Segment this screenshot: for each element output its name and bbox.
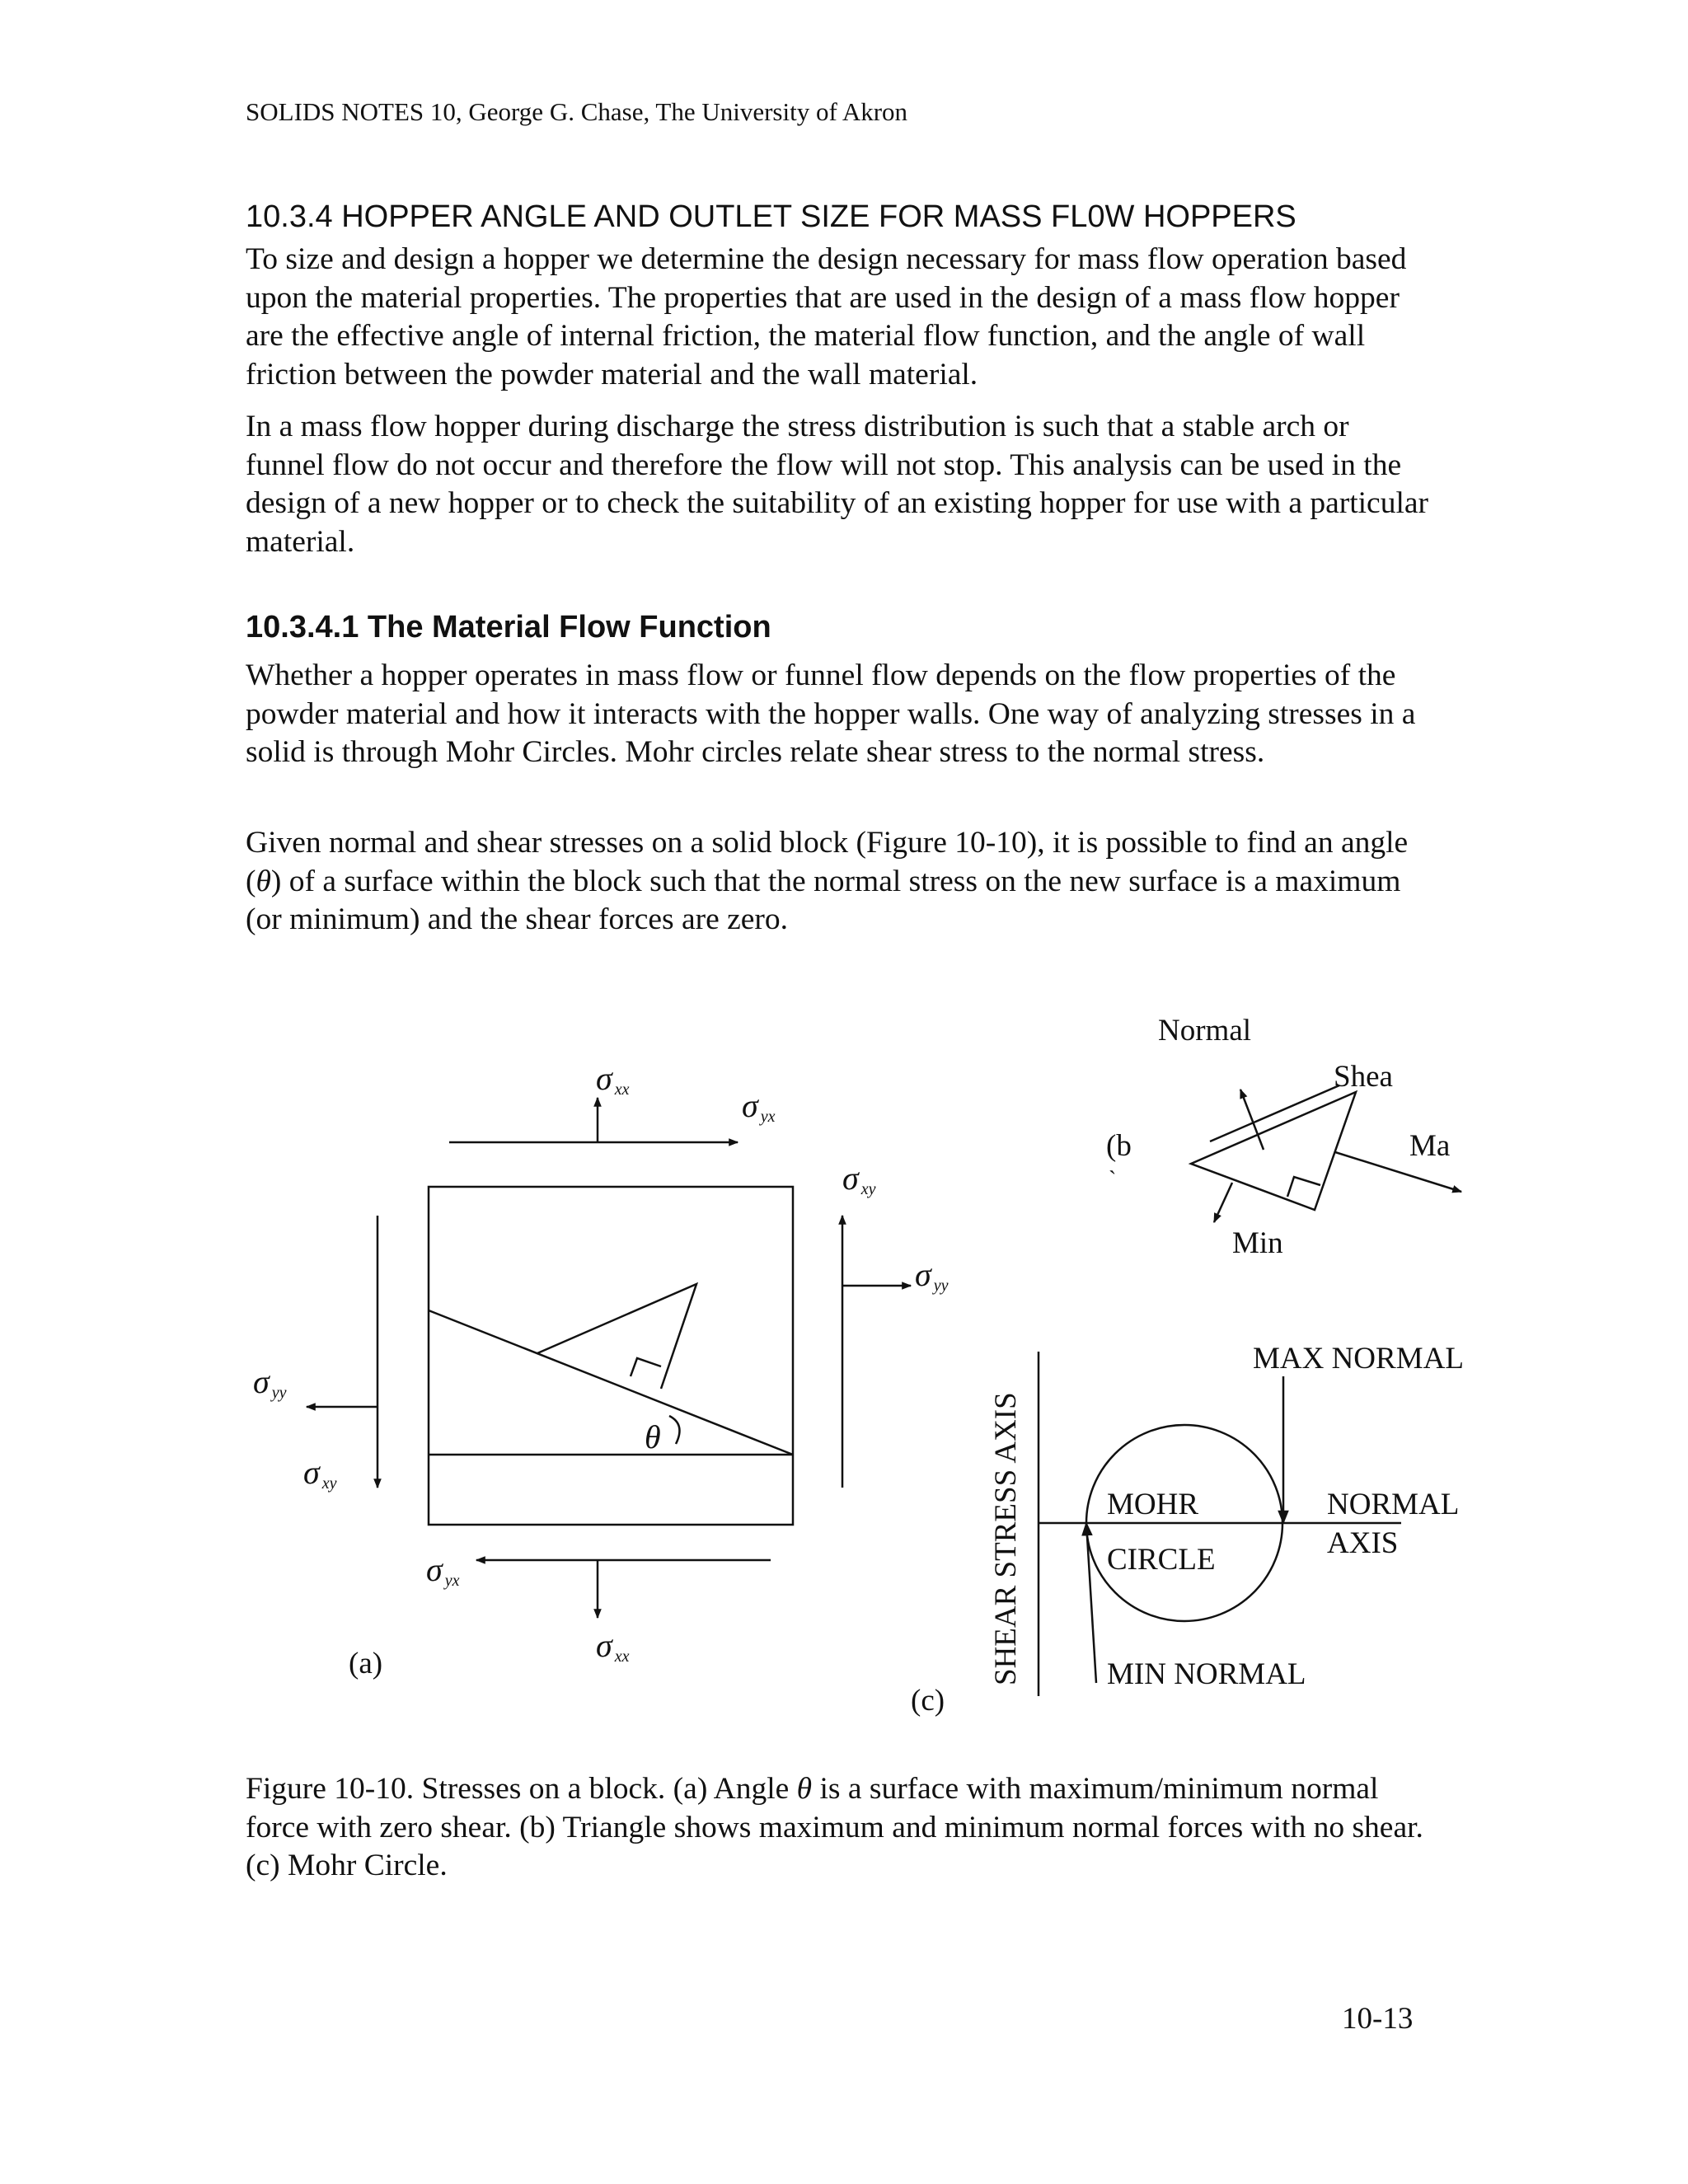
shear-line [1210, 1085, 1339, 1141]
paragraph [246, 241, 1432, 394]
mohr-circle [1086, 1425, 1282, 1621]
panel-a-labels [253, 1060, 949, 1680]
min-arrow [1214, 1183, 1232, 1222]
caption-part: Figure 10-10. Stresses on a block. (a) Angle [246, 1772, 797, 1806]
theta-symbol: θ [796, 1772, 813, 1806]
label-sigma-xy-right: σxy [842, 1160, 876, 1198]
label-sigma-yy-left: σyy [253, 1363, 287, 1402]
panel-c-labels [911, 1342, 1464, 1718]
panel-a [307, 1098, 911, 1618]
subsection-heading [246, 610, 1432, 645]
panel-b-label-tick: ` [1109, 1167, 1117, 1193]
caption-part: is a surface with maximum/minimum normal force with zero shear. (b) Triangle shows maximum and minimum normal forces with no shear. (c) Mohr Circle. [246, 1772, 1423, 1882]
paragraph [246, 408, 1432, 561]
label-sigma-xy-left: σxy [303, 1454, 337, 1493]
shear-stress-axis-label: SHEAR STRESS AXIS [989, 1392, 1023, 1685]
normal-triangle [537, 1284, 696, 1389]
panel-c-label: (c) [911, 1684, 945, 1718]
paragraph-text-part: ) of a surface within the block such that the normal stress on the new surface is a maximum (or minimum) and the shear forces are zero. [246, 864, 1401, 936]
min-label: Min [1232, 1226, 1283, 1260]
min-normal-label: MIN NORMAL [1107, 1657, 1306, 1691]
max-label: Ma [1409, 1129, 1451, 1163]
label-sigma-xx-top: σxx [596, 1060, 630, 1099]
shear-label: Shea [1334, 1060, 1393, 1094]
normal-axis-label-2: AXIS [1327, 1526, 1399, 1560]
label-sigma-yy-right: σyy [915, 1256, 949, 1295]
section-title: 10.3.4 HOPPER ANGLE AND OUTLET SIZE FOR MASS FL0W HOPPERS [246, 199, 1296, 234]
normal-arrow [1240, 1090, 1264, 1150]
panel-b-labels [1106, 1014, 1450, 1260]
max-arrow [1335, 1152, 1461, 1192]
normal-label: Normal [1158, 1014, 1252, 1047]
angle-arc [669, 1416, 680, 1444]
paragraph-text: In a mass flow hopper during discharge the stress distribution is such that a stable arch or funnel flow do not occur and therefore the flow will not stop. This analysis can be used in the design of a new hopper or to check the suitability of an existing hopper for use with a particular material. [246, 410, 1428, 559]
theta-label: θ [645, 1418, 661, 1455]
panel-b-label: (b [1106, 1129, 1132, 1163]
panel-a-label: (a) [349, 1647, 383, 1680]
mohr-label: MOHR [1107, 1488, 1199, 1521]
inclined-surface-line [429, 1310, 793, 1455]
paragraph-text-part: Given normal and shear stresses on a solid block (Figure 10-10), it is possible to find an angle ( [246, 826, 1409, 898]
label-sigma-yx-bottom: σyx [426, 1551, 460, 1590]
stress-triangle [1191, 1092, 1356, 1210]
page-number: 10-13 [1342, 2002, 1414, 2036]
paragraph-text [246, 824, 1432, 940]
panel-b [1191, 1085, 1461, 1222]
label-sigma-yx-top: σyx [742, 1087, 776, 1126]
subsection-title: 10.3.4.1 The Material Flow Function [246, 610, 771, 644]
theta-symbol: θ [256, 864, 271, 898]
paragraph-text: Whether a hopper operates in mass flow or funnel flow depends on the flow properties of the powder material and how it interacts with the hopper walls. One way of analyzing stresses in a solid is through Mohr Circles. Mohr circles relate shear stress to the normal stress. [246, 658, 1416, 769]
solid-block [429, 1187, 793, 1525]
right-angle-mark-b [1287, 1177, 1320, 1197]
normal-axis-label: NORMAL [1327, 1488, 1460, 1521]
label-sigma-xx-bottom: σxx [596, 1627, 630, 1666]
paragraph [246, 657, 1432, 772]
paragraph [246, 824, 1432, 940]
circle-label: CIRCLE [1107, 1543, 1216, 1577]
right-angle-mark [631, 1358, 661, 1376]
paragraph-text: To size and design a hopper we determine the design necessary for mass flow operation based upon the material properties. The properties that are used in the design of a mass flow hopper are the effective angle of internal friction, the material flow function, and the angle of wall friction between the powder material and the wall material. [246, 242, 1407, 391]
section-heading [246, 199, 1432, 235]
max-normal-label: MAX NORMAL [1253, 1342, 1464, 1376]
caption-text [246, 1770, 1432, 1886]
min-normal-arrow [1086, 1523, 1096, 1683]
panel-c [1039, 1352, 1401, 1696]
figure-caption [246, 1770, 1432, 1886]
running-header: SOLIDS NOTES 10, George G. Chase, The University of Akron [246, 97, 908, 126]
